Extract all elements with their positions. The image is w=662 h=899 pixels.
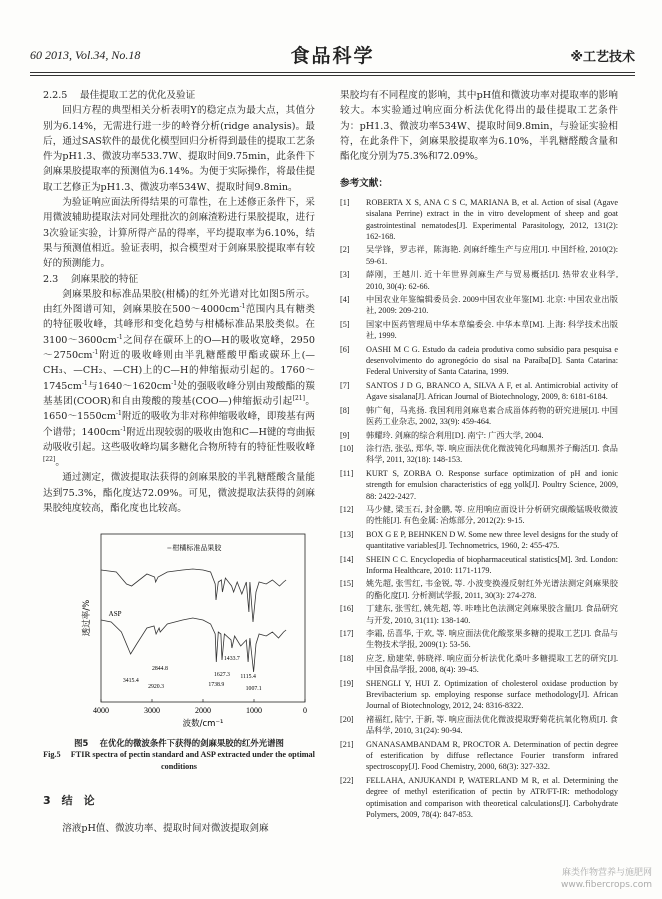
paragraph-ir-analysis: 剑麻果胶和标准品果胶(柑橘)的红外光谱对比如图5所示。由红外图谱可知，剑麻果胶在$500\sim 4000cm^{-1}$范围内具有糖类的特征吸收峰，其峰形和变化趋势与柑橘标准品果胶类似。在$3100\sim 3600cm^{-1}$之间存在碳环上的O—H的吸收宽峰，$2950\sim 2750cm^{-1}$附近的吸收峰则由半乳糖醛酸甲酯或碳环上(—CH₃、—CH₂、—CH)上的C—H的伸缩振动引起的。$1760\sim 1745cm^{-1}$与$1640\sim 1620cm^{-1}$处的强吸收峰分别由羧酸酯的羰基基团(COOR)和自由羧酸的羧基(COO—)伸缩振动引起[21]。$1650\sim 1550cm^{-1}$附近的吸收为非对称伸缩吸收峰，即羧基有两个谱带；$1400cm^{-1}$附近出现较弱的吸收由饱和C—H键的弯曲振动吸收引起。这些吸收峰均属多糖化合物所特有的特征性吸收峰[22]。 (43, 288, 316, 469)
header-rule (30, 72, 635, 76)
peak-label: 3415.4 (122, 678, 139, 685)
peak-label: 2844.8 (151, 666, 168, 673)
reference-item (340, 468, 618, 502)
reference-text: SHEIN C C. Encyclopedia of biopharmaceutical statistics[M]. 3rd. London: Informa Healthcare, 2010: 1171-1179. (366, 554, 618, 575)
reference-list (340, 197, 618, 821)
reference-item (340, 430, 618, 441)
reference-item (340, 443, 618, 466)
x-tick-label: 4000 (93, 706, 109, 716)
watermark-line2: www.fibercrops.com (561, 880, 652, 890)
reference-text: BOX G E P, BEHNKEN D W. Some new three level designs for the study of quantitative variables[J]. Technometrics, 1960, 2: 455-475. (366, 529, 618, 551)
reference-item (340, 529, 618, 552)
reference-item (340, 197, 618, 243)
reference-item (340, 344, 618, 378)
x-tick-label: 3000 (144, 706, 160, 716)
reference-item (340, 628, 618, 651)
reference-number: [11] (340, 468, 354, 478)
paragraph: 回归方程的典型相关分析表明Y的稳定点为最大点，其值分别为6.14%，无需进行进一步的岭脊分析(ridge analysis)。最后，通过SAS软件的最优化模型回归分析得到最佳的提取工艺条件为pH1.3、微波功率533.7W、提取时间9.75min，此条件下剑麻果胶提取率的预测值为6.14%。为便于实际操作，将最佳提取工艺修正为pH1.3、微波功率534W、提取时间9.8min。 (43, 105, 315, 193)
reference-text: 褚福红, 陆宁, 于新, 等. 响应面法优化微波提取野菊花抗氧化物质[J]. 食品科学, 2010, 31(24): 90-94. (366, 714, 618, 736)
left-column (43, 88, 315, 836)
reference-number: [9] (340, 430, 350, 440)
series-label-standard: 柑橘标准品果胶 (172, 544, 222, 553)
reference-number: [16] (340, 604, 354, 614)
reference-text: 中国农业年鉴编辑委员会. 2009中国农业年鉴[M]. 北京: 中国农业出版社, 2009: 209-210. (366, 295, 618, 316)
reference-item (340, 554, 618, 577)
plot-frame (101, 534, 305, 702)
paragraph: 为验证响应面法所得结果的可靠性，在上述修正条件下，采用微波辅助提取法对同处理批次的剑麻渣粉进行果胶提取，进行3次验证实验，计算所得产品的得率，平均提取率为6.10%，结果与预测值相近。验证表明，拟合模型对于剑麻果胶提取率有较好的预测能力。 (43, 197, 315, 270)
reference-item (340, 405, 618, 428)
journal-title: 食品科学 (290, 45, 375, 67)
y-axis-label: 透过率/% (82, 600, 92, 637)
peak-label: 2920.3 (148, 684, 165, 691)
reference-item (340, 739, 618, 773)
reference-item (340, 578, 618, 601)
reference-item (340, 714, 618, 737)
section-2-2-5-title: 2.2.5 最佳提取工艺的优化及验证 (43, 90, 196, 101)
x-tick-label: 0 (303, 706, 307, 716)
reference-number: [1] (340, 197, 350, 207)
reference-number: [14] (340, 554, 354, 564)
paragraph: 果胶均有不同程度的影响，其中pH值和微波功率对提取率的影响较大。本实验通过响应面分析法优化得出的最佳提取工艺条件为：pH1.3、微波功率534W、提取时间9.8min，与验证实验相符，在此条件下，剑麻果胶提取率为6.10%，半乳糖醛酸含量和酯化度分别为75.3%和72.09%。 (340, 90, 618, 163)
reference-item (340, 603, 618, 626)
section-label: ※工艺技术 (570, 50, 635, 65)
reference-text: FELLAHA, ANJUKANDI P, WATERLAND M R, et al. Determining the degree of methyl esterification of pectin by ATR/FT-IR: methodology optimisation and comparison with theoretical calculations[J]. Carbohydrate Polymers, 2009, 78(4): 847-853. (366, 775, 618, 820)
reference-number: [10] (340, 443, 354, 453)
reference-number: [19] (340, 678, 354, 688)
reference-number: [22] (340, 775, 354, 785)
figure-caption-zh: 图5 在优化的微波条件下获得的剑麻果胶的红外光谱图 (74, 738, 284, 749)
reference-text: 应芝, 励建荣, 韩晓祥. 响应面分析法优化桑叶多糖提取工艺的研究[J]. 中国食品学报, 2008, 8(4): 39-45. (366, 653, 618, 675)
reference-item (340, 653, 618, 676)
peak-label: 1738.9 (208, 682, 225, 689)
reference-number: [6] (340, 344, 350, 354)
reference-text: SHENGLI Y, HUI Z. Optimization of cholesterol oxidase production by Brevibacterium sp. employing response surface methodology[J]. African Journal of Biotechnology, 2012, 24: 8316-8322. (366, 678, 618, 711)
reference-item (340, 504, 618, 527)
peak-label: 1115.4 (240, 674, 256, 681)
reference-text: GNANASAMBANDAM R, PROCTOR A. Determination of pectin degree of esterification by diffuse reflectance Fourier transform infrared spectroscopy[J]. Food Chemistry, 2000, 68(3): 327-332. (366, 739, 618, 772)
reference-number: [5] (340, 319, 350, 329)
reference-item (340, 244, 618, 267)
watermark (561, 867, 652, 891)
reference-number: [18] (340, 653, 354, 663)
series-line-standard (101, 569, 286, 622)
x-tick-label: 2000 (195, 706, 211, 716)
reference-item (340, 269, 618, 292)
reference-text: 韩耀玲. 剑麻的综合利用[D]. 南宁: 广西大学, 2004. (366, 430, 544, 440)
reference-number: [13] (340, 529, 354, 539)
peak-label: 1433.7 (223, 656, 240, 663)
watermark-line1: 麻类作物营养与施肥网 (561, 868, 652, 878)
reference-item (340, 294, 618, 317)
reference-text: 李霜, 岳喜华, 于欢, 等. 响应面法优化酸浆果多糖的提取工艺[J]. 食品与生物技术学报, 2009(1): 53-56. (366, 629, 618, 650)
reference-number: [7] (340, 380, 350, 390)
series-label-asp: ASP (108, 610, 122, 619)
reference-item (340, 380, 618, 403)
reference-item (340, 678, 618, 712)
series-line-asp (101, 618, 286, 672)
peak-label: 1627.3 (214, 672, 230, 679)
reference-number: [21] (340, 739, 354, 749)
reference-number: [8] (340, 405, 350, 415)
reference-text: 国家中医药管理局中华本草编委会. 中华本草[M]. 上海: 科学技术出版社, 1999. (366, 319, 618, 341)
reference-text: 薛刚，王越川. 近十年世界剑麻生产与贸易概括[J]. 热带农业科学, 2010, 30(4): 62-66. (366, 270, 618, 291)
reference-text: 马少健, 梁玉石, 封金鹏, 等. 应用响应面设计分析研究碳酸锰吸收微波的性能[J]. 有色金属: 冶炼部分, 2012(2): 9-15. (366, 504, 618, 526)
x-axis-label: 波数/cm⁻¹ (182, 719, 224, 730)
references-title: 参考文献： (340, 178, 388, 190)
section-3-title: 3 结 论 (43, 794, 95, 808)
reference-text: 吴学锋，罗志祥，陈海艳. 剑麻纤维生产与应用[J]. 中国纤检, 2010(2): 59-61. (366, 245, 618, 266)
reference-number: [4] (340, 295, 350, 305)
reference-text: KURT S, ZORBA O. Response surface optimization of pH and ionic strength for emulsion characteristics of egg yolk[J]. Poultry Science, 2009, 88: 2422-2427. (366, 468, 618, 501)
journal-citation: 60 2013, Vol.34, No.18 (30, 48, 141, 62)
paragraph: 通过测定，微波提取法获得的剑麻果胶的半乳糖醛酸含量能达到75.3%，酯化度达72.09%。可见，微波提取法获得的剑麻果胶纯度较高，酯化度也比较高。 (43, 472, 315, 515)
ftir-chart (43, 522, 315, 737)
right-column (340, 88, 618, 823)
reference-number: [17] (340, 629, 354, 638)
reference-number: [3] (340, 270, 350, 280)
reference-number: [20] (340, 714, 354, 724)
reference-number: [2] (340, 245, 350, 255)
reference-text: SANTOS J D G, BRANCO A, SILVA A F, et al. Antimicrobial activity of Agave sisalana[J]. African Journal of Biotechnology, 2009, 8: 6181-6184. (366, 380, 618, 402)
reference-item (340, 319, 618, 342)
reference-number: [12] (340, 504, 354, 514)
reference-item (340, 775, 618, 821)
x-tick-label: 1000 (246, 706, 262, 716)
reference-text: 姚先超, 张雪红, 韦金锐, 等. 小波变换漫反射红外光谱法测定剑麻果胶的酯化度[J]. 分析测试学报, 2011, 30(3): 274-278. (366, 579, 618, 600)
reference-text: ROBERTA X S, ANA C S C, MARIANA B, et al. Action of sisal (Agave sisalana Perrine) extract in the in vitro development of sheep and goat gastrointestinal nematodes[J]. Experimental Parasitology, 2012, 131(2): 162-168. (366, 197, 618, 241)
reference-text: OASHI M C G. Estudo da cadeia produtiva como subsídio para pesquisa e desenvolvimento do agronegócio do sisal na Paraíba[D]. Santa Catarina: Federal University of Santa Catarina, 1999. (366, 344, 618, 377)
reference-text: 丁建东, 张雪红, 姚先超, 等. 咔唑比色法测定剑麻果胶含量[J]. 食品研究与开发, 2010, 31(11): 138-140. (366, 604, 618, 625)
paragraph: 溶液pH值、微波功率、提取时间对微波提取剑麻 (62, 822, 269, 834)
reference-number: [15] (340, 579, 354, 589)
reference-text: 涂行浩, 张弘, 郑华, 等. 响应面法优化微波钝化玛咖黑芥子酶活[J]. 食品科学, 2011, 32(18): 148-153. (366, 443, 618, 465)
peak-label: 1007.1 (245, 686, 262, 693)
page-header (30, 40, 635, 68)
reference-text: 韩广甸，马兆扬. 我国利用剑麻皂素合成甾体药物的研究进展[J]. 中国医药工业杂志, 2002, 33(9): 459-464. (366, 405, 618, 427)
figure-caption-en: Fig.5 FTIR spectra of pectin standard and ASP extracted under the optimal conditions (43, 750, 315, 772)
ftir-figure (43, 522, 315, 737)
section-2-3-title: 2.3 剑麻果胶的特征 (43, 273, 139, 285)
